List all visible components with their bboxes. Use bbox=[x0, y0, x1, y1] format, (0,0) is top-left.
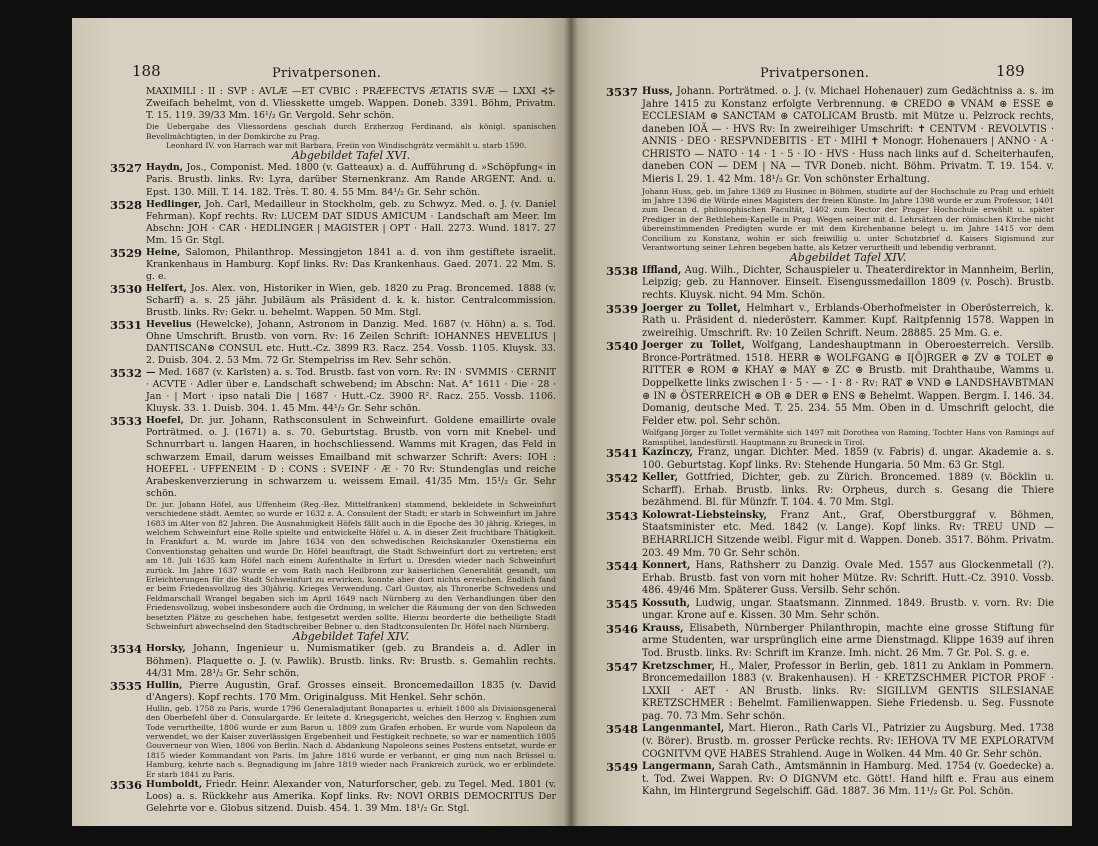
lot-number: 3531 bbox=[110, 318, 143, 333]
catalog-entry bbox=[110, 281, 556, 319]
entry-body bbox=[146, 247, 556, 283]
footnote: Hullin, geb. 1758 zu Paris, wurde 1796 Generaladjutant Bonapartes u. erhielt 1800 als Divisionsgeneral den Oberbefehl über d. Consulargarde. Er leitete d. Kriegsgericht, welches den Herzog v. Enghien zum Tode verurtheilte, 1806 wurde er zum Baron u. 1809 zum Grafen erhoben. Er wurde vom Napoleon da verwendet, wo der Kaiser zuverlässigen Ergebenheit und Festigkeit rechnete, so war er namentlich 1805 Gouverneur von Wien, 1806 von Berlin. Nach d. Abdankung Napoleons seines Postens entsetzt, wurde er 1815 wieder Kommandant von Paris. Im Jahre 1816 wurde er verbannt, er ging nun nach Brüssel u. Hamburg, kehrte nach s. Begnadigung im Jahre 1819 wieder nach Frankreich zurück, wo er erblindete. Er starb 1841 zu Paris. bbox=[146, 703, 556, 779]
catalog-entry bbox=[110, 245, 556, 283]
entry-name: Kossuth, bbox=[642, 597, 691, 609]
lot-number: 3545 bbox=[606, 596, 639, 611]
entry-name: Joerger zu Tollet, bbox=[642, 340, 745, 352]
entry-body bbox=[642, 265, 1054, 303]
catalog-entry bbox=[110, 197, 556, 247]
entry-name: Kolowrat-Liebsteinsky, bbox=[642, 509, 767, 521]
catalog-entry bbox=[110, 366, 556, 415]
entry-text: MAXIMILI : II : SVP : AVLÆ —ET CVBIC : PRÆFECTVS ÆTATIS SVÆ — LXXI ⊰⊱ Zweifach behelmt, von d. Vliesskette umgeb. Wappen. Doneb. 3391. Böhm, Privatm. T. 15. 119. 39/33 Mm. 16¹/₂ Gr. Vergold. Sehr schön. bbox=[146, 86, 556, 122]
entry-name: Iffland, bbox=[642, 264, 682, 276]
lot-number: 3527 bbox=[110, 161, 143, 176]
catalog-entry bbox=[606, 446, 1055, 472]
entry-name: Kretzschmer, bbox=[642, 660, 716, 672]
lot-number: 3536 bbox=[110, 777, 143, 792]
entry-body bbox=[642, 723, 1054, 761]
catalog-entry bbox=[606, 559, 1055, 598]
left-page bbox=[72, 18, 570, 826]
continued-entry bbox=[120, 86, 556, 162]
open-book bbox=[72, 18, 1072, 826]
entry-body bbox=[642, 303, 1054, 341]
catalog-entry bbox=[110, 642, 556, 679]
footnote: Wolfgang Jörger zu Tollet vermählte sich 1497 mit Dorothea von Raming, Tochter Hans von Ramings auf Ramspühel, landesfürstl. Hauptmann zu Bruneck in Tirol. bbox=[642, 428, 1054, 447]
catalog-entry bbox=[606, 85, 1054, 265]
entry-body bbox=[146, 162, 556, 198]
lot-number: 3532 bbox=[110, 366, 143, 381]
entry-name: Horsky, bbox=[146, 643, 186, 655]
entry-text: (Hewelcke), Johann, Astronom in Danzig. Med. 1687 (v. Höhn) a. s. Tod. Ohne Umschrift. Brustb. von vorn. Rv: 16 Zeilen Schrift: IOHANNES HEVELIUS | DANTISCAN⊗ CONSUL etc. Hutt.-Cz. 3899 R3. Racz. 254. Vossb. 1105. Kluysk. 33. 2. Duisb. 304. 2. 53 Mm. 72 Gr. Stempelriss im Rev. Sehr schön. bbox=[146, 319, 557, 367]
lot-number: 3537 bbox=[606, 85, 639, 99]
lot-number: 3533 bbox=[110, 414, 143, 429]
catalog-entry bbox=[606, 722, 1054, 761]
catalog-entry bbox=[606, 471, 1054, 510]
illustration-reference: Abgebildet Tafel XIV. bbox=[292, 630, 410, 644]
entry-name: — bbox=[146, 367, 156, 379]
entry-text: Elisabeth, Nürnberger Philanthropin, machte eine grosse Stiftung für arme Studenten, war ursprünglich eine arme Dienstmagd. Klippe 1639 auf ihren Tod. Brustb. links. Rv: Schrift im Kranze. Imh. nicht. 26 Mm. 7 Gr. Pol. S. g. e. bbox=[642, 622, 1054, 660]
catalog-entry bbox=[110, 161, 556, 198]
entry-body bbox=[146, 643, 556, 679]
entry-text: Wolfgang, Landeshauptmann in Oberoesterreich. Versilb. Broncе-Porträtmed. 1518. HERR ⊛ WOLFGANG ⊛ I[Ö]RGER ⊛ ZV ⊛ TOLET ⊛ RITTER ⊛ ROM ⊛ KHAY ⊛ MAY ⊛ ZC ⊛ Brustb. mit Drahthaube, Wamms u. Doppelkette links zwischen I · 5 · — · I · 8 · Rv: RAT ⊛ VND ⊛ LANDSHAVBTMAN ⊛ IN ⊛ ÖSTERREICH ⊛ OB ⊛ DER ⊛ ENS ⊛ Behelmt. Wappen. Bergm. I. 146. 34. Domanig, deutsche Med. T. 25. 234. 55 Mm. Oben in d. Umschrift gelocht, die Felder etw. pol. Sehr schön. bbox=[642, 340, 1054, 427]
entry-body bbox=[146, 199, 556, 247]
entry-name: Hullin, bbox=[146, 679, 183, 691]
entry-text: Jos., Componist. Med. 1800 (v. Gatteaux) a. d. Aufführung d. »Schöpfung« in Paris. Brustb. links. Rv: Lyra, darüber Sternenkranz. Am Rande ARGENT. And. u. Epst. 130. Mill. T. 14. 182. Très. T. 80. 4. 55 Mm. 84¹/₂ Gr. Sehr schön. bbox=[146, 162, 556, 198]
lot-number: 3541 bbox=[606, 446, 639, 461]
text-column bbox=[606, 85, 1055, 799]
right-page bbox=[570, 18, 1072, 826]
lot-number: 3535 bbox=[110, 678, 143, 693]
entry-body bbox=[146, 367, 556, 415]
catalog-entry bbox=[606, 508, 1054, 560]
entry-name: Keller, bbox=[642, 472, 679, 484]
entry-text: Johann. Porträtmed. o. J. (v. Michael Hohenauer) zum Gedächtniss a. s. im Jahre 1415 zu Konstanz erfolgte Verbrennung. ⊛ CREDO ⊛ VNAM ⊛ ESSE ⊛ ECCLESIAM ⊛ SANCTAM ⊛ CATOLICAM Brustb. mit Mütze u. Pelzrock rechts, daneben IOÃ — · HVS Rv: In zweireihiger Umschrift: ✝ CENTVM · REVOLVTIS · ANNIS · DEO · RESPVNDEBITIS · ET · MIHI ✝ Monogr. Hohenauers | ANNO · A · CHRISTO — NATO · 14 · 1 · 5 · IO · HVS · Huss nach links auf d. Scheiterhaufen, daneben CON — DEM | NA — TVR Doneb. nicht. Böhm. Privatm. T. 19. 154. v. Mieris I. 29. 1. 42 Mm. 18¹/₂ Gr. Von schönster Erhaltung. bbox=[642, 86, 1054, 185]
catalog-entry bbox=[606, 659, 1054, 724]
entry-body bbox=[642, 560, 1054, 598]
entry-text: Sarah Cath., Amtsmännin in Hamburg. Med. 1754 (v. Goedecke) a. t. Tod. Zwei Wappen. Rv: O DIGNVM etc. Gött!. Hand hilft e. Frau aus einem Kahn, im Hintergrund Segelschiff. Gäd. 1887. 36 Mm. 11¹/₂ Gr. Pol. Schön. bbox=[642, 761, 1054, 798]
entry-body bbox=[642, 661, 1054, 724]
entry-text: Med. 1687 (v. Karlsten) a. s. Tod. Brustb. fast von vorn. Rv: IN · SVMMIS · CERNIT · ACVTE · Adler über e. Landschaft schwebend; im Abschn: Nat. A° 1611 · Die · 28 · Jan · | Mort · ipso natali Die | 1687 · Hutt.-Cz. 3900 R². Racz. 255. Vossb. 1106. Kluysk. 33. 1. Duisb. 304. 1. 45 Mm. 44¹/₂ Gr. Sehr schön. bbox=[146, 367, 556, 415]
lot-number: 3540 bbox=[606, 339, 639, 354]
lot-number: 3534 bbox=[110, 642, 143, 657]
entry-name: Humboldt, bbox=[146, 778, 203, 790]
entry-name: Kazinczy, bbox=[642, 447, 693, 459]
catalog-entry bbox=[110, 777, 557, 815]
footnote: Dr. jur. Johann Höfel, aus Uffenheim (Reg.-Bez. Mittelfranken) stammend, bekleidete in Schweinfurt verschiedene städt. Aemter, so wurde er 1632 z. A. Consulent der Stadt; er starb in Schweinfurt im Jahre 1683 im Alter von 82 Jahren. Die Ausnahmigkeit Höfels fällt auch in die Epoche des 30 jährig. Krieges, in welchem Schweinfurt eine Rolle spielte und entwickelte Höfel u. A. in dieser Zeit fruchtbare Thätigkeit. In Frankfurt a. M. wurde im Jahre 1634 von den schwedischen Reichskanzler Oxenstierna ein Conventionstag gehalten und wurde Dr. Höfel beauftragt, die Stadt Schweinfurt dort zu vertreten; erst am 18. Juli 1635 kam Höfel nach einem Aufenthalte in Erfurt u. Dresden wieder nach Schweinfurt zurück. Im Jahre 1637 wurde er vom Rath nach Heilbronn zur kaiserlichen Generalität gesandt, um Erleichterungen für die Stadt Schweinfurt zu erwirken, konnte aber dort nichts erreichen. Endlich fand er beim Friedensvollzug des 30jährig. Krieges Verwendung. Carl Gustav, als Thronerbe Schwedens und Feldmarschall Wrangel begaben sich im April 1649 nach Nürnberg zu den Verhandlungen über den Friedensvollzug, wobei insbesondere auch die Ordnung, in welcher die Räumung der von den Schweden besetzten Plätze zu geschehen habe, festgesetzt werden sollte. Hierzu beorderte die betheiligte Stadt Schweinfurt abwechselnd den Stadtschreiber Bebner u. den Stadtconsulenten Dr. Höfel nach Nürnberg. bbox=[146, 499, 556, 631]
catalog-entry bbox=[110, 318, 557, 367]
running-head: Privatpersonen. bbox=[272, 66, 382, 81]
footnote: Leonhard IV. von Harrach war mit Barbara, Freiin von Windischgrätz vermählt u. starb 1590. bbox=[166, 140, 527, 150]
entry-text: Franz, ungar. Dichter. Med. 1859 (v. Fabris) d. ungar. Akademie a. s. 100. Geburtstag. Kopf links. Rv: Stehende Hungaria. 50 Mm. 63 Gr. Stgl. bbox=[642, 447, 1055, 471]
entry-text: Johann, Ingenieur u. Numismatiker (geb. zu Brandeis a. d. Adler in Böhmen). Plaquette o. J. (v. Pawlik). Brustb. links. Rv: Brustb. s. Gemahlin rechts. 44/31 Mm. 28¹/₂ Gr. Sehr schön. bbox=[146, 643, 556, 679]
entry-name: Konnert, bbox=[642, 560, 691, 572]
entry-body bbox=[642, 623, 1054, 661]
catalog-entry bbox=[606, 339, 1054, 447]
lot-number: 3543 bbox=[606, 508, 639, 523]
entry-name: Heine, bbox=[146, 246, 181, 258]
entry-name: Langermann, bbox=[642, 761, 715, 773]
entry-body bbox=[146, 319, 556, 367]
entry-name: Krauss, bbox=[642, 622, 684, 634]
entry-text: Friedr. Heinr. Alexander von, Naturforscher, geb. zu Tegel. Med. 1801 (v. Loos) a. s. Rückkehr aus Amerika. Kopf links. Rv: NOVI ORBIS DEMOCRITUS Der Gelehrte vor e. Globus sitzend. Duisb. 454. 1. 39 Mm. 18¹/₂ Gr. Stgl. bbox=[146, 778, 557, 815]
text-column bbox=[110, 86, 557, 815]
entry-name: Huss, bbox=[642, 86, 673, 97]
lot-number: 3538 bbox=[606, 263, 639, 278]
entry-text: Gottfried, Dichter, geb. zu Zürich. Broncemed. 1889 (v. Böcklin u. Scharff). Erhab. Brustb. links. Rv: Orpheus, durch s. Gesang die Thiere bezähmend. Bl. für Münzfr. T. 104. 4. 70 Mm. Stgl. bbox=[642, 472, 1054, 509]
entry-body bbox=[146, 415, 556, 499]
entry-body bbox=[642, 340, 1054, 428]
entry-text: Ludwig, ungar. Staatsmann. Zinnmed. 1849. Brustb. v. vorn. Rv: Die ungar. Krone auf e. Kissen. 30 Mm. Sehr schön. bbox=[642, 597, 1054, 622]
illustration-reference: Abgebildet Tafel XVI. bbox=[291, 149, 411, 163]
catalog-entry bbox=[606, 263, 1054, 303]
lot-number: 3548 bbox=[606, 722, 639, 737]
entry-name: Joerger zu Tollet, bbox=[642, 302, 741, 314]
entry-text: Joh. Carl, Medailleur in Stockholm, geb. zu Schwyz. Med. o. J. (v. Daniel Fehrman). Kopf rechts. Rv: LUCEM DAT SIDUS AMICUM · Landschaft am Meer. Im Abschn: JOH · CAR · HEDLINGER | MAGISTER | OPT · Hall. 2273. Wund. 1817. 27 Mm. 15 Gr. Stgl. bbox=[146, 198, 556, 246]
entry-text: H., Maler, Professor in Berlin, geb. 1811 zu Anklam in Pommern. Broncemedaillon 1883 (v. Brakenhausen). H · KRETZSCHMER PICTOR PROF · LXXII · AET · AN Brustb. links. Rv: SIGILLVM GENTIS SILESIANAE KRETZSCHMER : Behelmt. Familienwappen. Siehe Friedensb. u. Seg. Fussnote pag. 70. 73 Mm. Sehr schön. bbox=[642, 660, 1054, 722]
lot-number: 3542 bbox=[606, 471, 639, 486]
lot-number: 3546 bbox=[606, 621, 639, 636]
entry-text: Salomon, Philanthrop. Messingjeton 1841 a. d. von ihm gestiftete israelit. Krankenhaus in Hamburg. Kopf links. Rv: Das Krankenhaus. Gaed. 2071. 22 Mm. S. g. e. bbox=[146, 246, 556, 282]
entry-body bbox=[642, 447, 1054, 472]
entry-body bbox=[146, 779, 556, 815]
running-head: Privatpersonen. bbox=[760, 66, 870, 81]
lot-number: 3547 bbox=[606, 659, 639, 674]
entry-text: Hans, Rathsherr zu Danzig. Ovale Med. 1557 aus Glockenmetall (?). Erhab. Brustb. fast von vorn mit hoher Mütze. Rv: Schrift. Hutt.-Cz. 3910. Vossb. 486. 49/46 Mm. Späterer Guss. Versilb. Sehr schön. bbox=[642, 560, 1055, 597]
catalog-entry bbox=[606, 301, 1054, 341]
entry-body bbox=[642, 86, 1054, 187]
footnote: Johann Huss, geb. im Jahre 1369 zu Husinec in Böhmen, studirte auf der Hochschule zu Prag und erhielt im Jahre 1396 die Würde eines Magisters der freien Künste. Im Jahre 1398 wurde er zum Professor, 1401 zum Decan d. philosophischen Facultät, 1402 zum Rector der Prager Hochschule erwählt u. später Prediger in der Bethlehem-Kapelle in Prag. Wegen seiner mit d. Lehrsätzen der römischen Kirche nicht übereinstimmenden Predigten wurde er mit dem Kirchenbanne belegt u. im Jahre 1415 vor dem Concilium zu Konstanz, wohin er sich freiwillig u. unter Schutzbrief d. Kaisers Sigismund zur Verantwortung seiner Lehren begeben hatte, als Ketzer verurtheilt und lebendig verbrannt. bbox=[642, 186, 1054, 252]
lot-number: 3549 bbox=[606, 760, 639, 775]
entry-name: Hedlinger, bbox=[146, 198, 202, 210]
page-number: 189 bbox=[996, 62, 1025, 80]
entry-body bbox=[642, 761, 1054, 799]
entry-text: Aug. Wilh., Dichter, Schauspieler u. Theaterdirektor in Mannheim, Berlin, Leipzig; geb. zu Hannover. Einseit. Eisengussmedaillon 1809 (v. Posch). Brustb. rechts. Kluysk. nicht. 94 Mm. Schön. bbox=[642, 264, 1054, 302]
entry-name: Hevelius bbox=[146, 319, 192, 331]
lot-number: 3544 bbox=[606, 559, 639, 574]
entry-text: Franz Ant., Graf, Oberstburggraf v. Böhmen, Staatsminister etc. Med. 1842 (v. Lange). Kopf links. Rv: TREU UND — BEHARRLICH Sitzende weibl. Figur mit d. Wappen. Doneb. 3517. Böhm. Privatm. 203. 49 Mm. 70 Gr. Sehr schön. bbox=[642, 509, 1054, 559]
page-number: 188 bbox=[132, 62, 161, 80]
entry-name: Hoefel, bbox=[146, 415, 184, 427]
catalog-entry bbox=[110, 414, 556, 644]
catalog-entry bbox=[606, 596, 1054, 623]
illustration-reference: Abgebildet Tafel XIV. bbox=[789, 251, 907, 265]
lot-number: 3530 bbox=[110, 281, 143, 296]
entry-text: Jos. Alex. von, Historiker in Wien, geb. 1820 zu Prag. Broncemed. 1888 (v. Scharff) a. s. 25 jähr. Jubiläum als Präsident d. k. k. histor. Centralcommission. Brustb. links. Rv: Gekr. u. behelmt. Wappen. 50 Mm. Stgl. bbox=[146, 282, 556, 318]
catalog-entry bbox=[110, 678, 556, 779]
entry-body bbox=[146, 283, 556, 319]
entry-name: Langenmantel, bbox=[642, 723, 725, 735]
entry-text: Pierre Augustin, Graf. Grosses einseit. Broncemedaillon 1835 (v. David d'Angers). Kopf rechts. 170 Mm. Originalguss. Mit Henkel. Sehr schön. bbox=[146, 679, 556, 703]
footnote: Die Uebergabe des Vliessordens geschah durch Erzherzog Ferdinand, als königl. spanischen Bevollmächtigten, in der Domkirche zu Prag. bbox=[146, 122, 556, 141]
book-gutter bbox=[564, 18, 578, 826]
catalog-entry bbox=[606, 760, 1054, 799]
lot-number: 3529 bbox=[110, 245, 143, 260]
catalog-entry bbox=[606, 621, 1054, 661]
entry-body bbox=[642, 598, 1054, 623]
entry-text: Dr. jur. Johann, Rathsconsulent in Schweinfurt. Goldene emaillirte ovale Porträtmed. o. J. (1671) a. s. 70. Geburtstag. Brustb. von vorn mit Knebel- und Schnurrbart u. langen Haaren, in hochschliessend. Wamms mit Kragen, das Feld in schwarzem Email, darum weisses Emailband mit schwarzer Schrift: Avers: IOH : HOEFEL · UFFENEIM · D : CONS : SVEINF · Æ · 70 Rv: Stundenglas und reiche Arabeskenverzierung in schwarzem u. weissem Email. 41/35 Mm. 15¹/₂ Gr. Sehr schön. bbox=[146, 415, 556, 499]
entry-body bbox=[642, 510, 1054, 560]
entry-name: Helfert, bbox=[146, 282, 187, 294]
entry-text: Helmhart v., Erblands-Oberhofmeister in Oberösterreich, k. Rath u. Präsident d. niederösterr. Kammer. Kupf. Raitpfennig 1578. Wappen in zweireihig. Umschrift. Rv: 10 Zeilen Schrift. Neum. 28885. 25 Mm. G. e. bbox=[642, 302, 1054, 339]
lot-number: 3539 bbox=[606, 301, 639, 316]
entry-name: Haydn, bbox=[146, 162, 184, 174]
entry-body bbox=[146, 680, 556, 704]
lot-number: 3528 bbox=[110, 197, 143, 212]
entry-body bbox=[642, 472, 1054, 510]
entry-text: Mart. Hieron., Rath Carls VI., Patrizier zu Augsburg. Med. 1738 (v. Börer). Brustb. m. grosser Perücke rechts. Rv: IEHOVA TV ME EXPLORATVM COGNITVM QVE HABES Strahlend. Auge in Wolken. 44 Mm. 40 Gr. Sehr schön. bbox=[642, 723, 1054, 760]
